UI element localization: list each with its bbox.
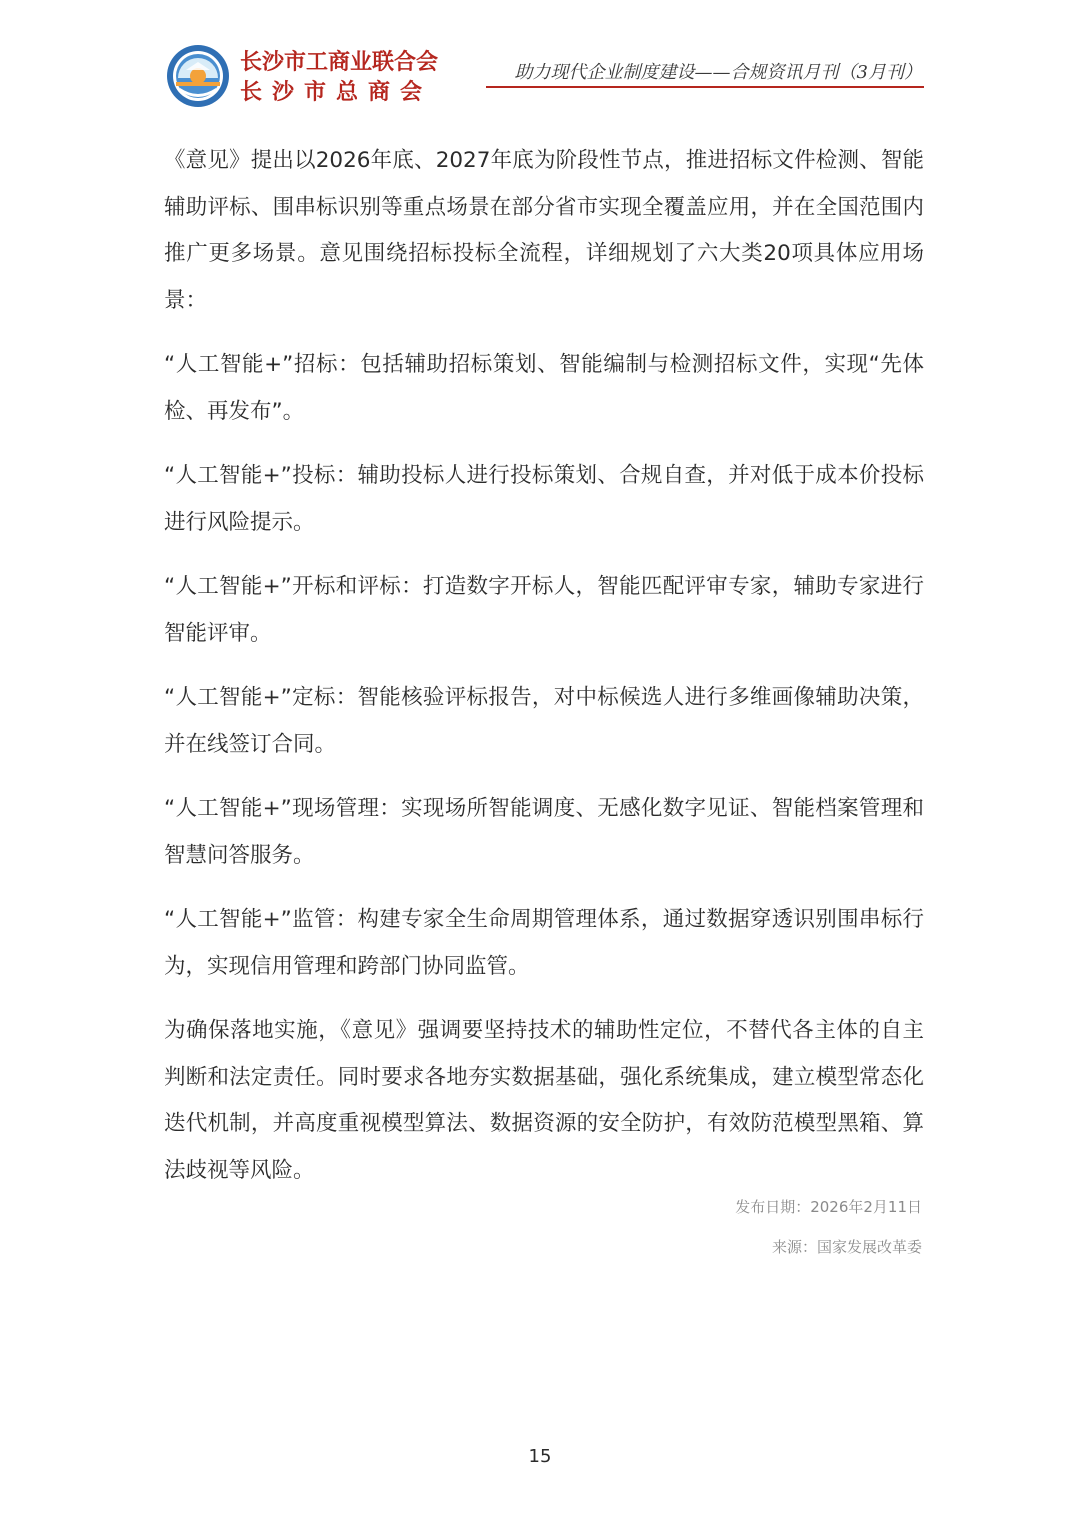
header-divider: [486, 86, 924, 88]
paragraph-bid-opening-evaluation: “人工智能+”开标和评标：打造数字开标人，智能匹配评审专家，辅助专家进行智能评审。: [164, 574, 924, 646]
paragraph-intro: 《意见》提出以2026年底、2027年底为阶段性节点，推进招标文件检测、智能辅助评标、围串标识别等重点场景在部分省市实现全覆盖应用，并在全国范围内推广更多场景。意见围绕招标投标全流程，详细规划了六大类20项具体应用场景：: [164, 148, 924, 313]
page-number: 15: [528, 1446, 552, 1467]
paragraph-implementation: 为确保落地实施，《意见》强调要坚持技术的辅助性定位，不替代各主体的自主判断和法定责任。同时要求各地夯实数据基础，强化系统集成，建立模型常态化迭代机制，并高度重视模型算法、数据资源的安全防护，有效防范模型黑箱、算法歧视等风险。: [164, 1018, 924, 1183]
federation-emblem-icon: [166, 44, 230, 108]
publication-title: 助力现代企业制度建设——合规资讯月刊（3月刊）: [514, 62, 922, 83]
org-name-federation: 长沙市工商业联合会: [240, 50, 439, 75]
page-header: [0, 0, 1080, 130]
paragraph-site-management: “人工智能+”现场管理：实现场所智能调度、无感化数字见证、智能档案管理和智慧问答服务。: [164, 796, 924, 868]
publish-date: 发布日期：2026年2月11日: [735, 1198, 922, 1216]
article-body: [164, 138, 924, 1194]
org-names: [240, 48, 438, 108]
org-name-chamber: 长沙市总商会: [240, 80, 433, 105]
article-source: 来源：国家发展改革委: [771, 1238, 922, 1256]
paragraph-bidding: “人工智能+”投标：辅助投标人进行投标策划、合规自查，并对低于成本价投标进行风险提示。: [164, 463, 924, 535]
paragraph-supervision: “人工智能+”监管：构建专家全生命周期管理体系，通过数据穿透识别围串标行为，实现信用管理和跨部门协同监管。: [164, 907, 924, 979]
paragraph-award: “人工智能+”定标：智能核验评标报告，对中标候选人进行多维画像辅助决策，并在线签订合同。: [164, 685, 924, 757]
paragraph-tendering: “人工智能+”招标：包括辅助招标策划、智能编制与检测招标文件，实现“先体检、再发布”。: [164, 352, 924, 424]
